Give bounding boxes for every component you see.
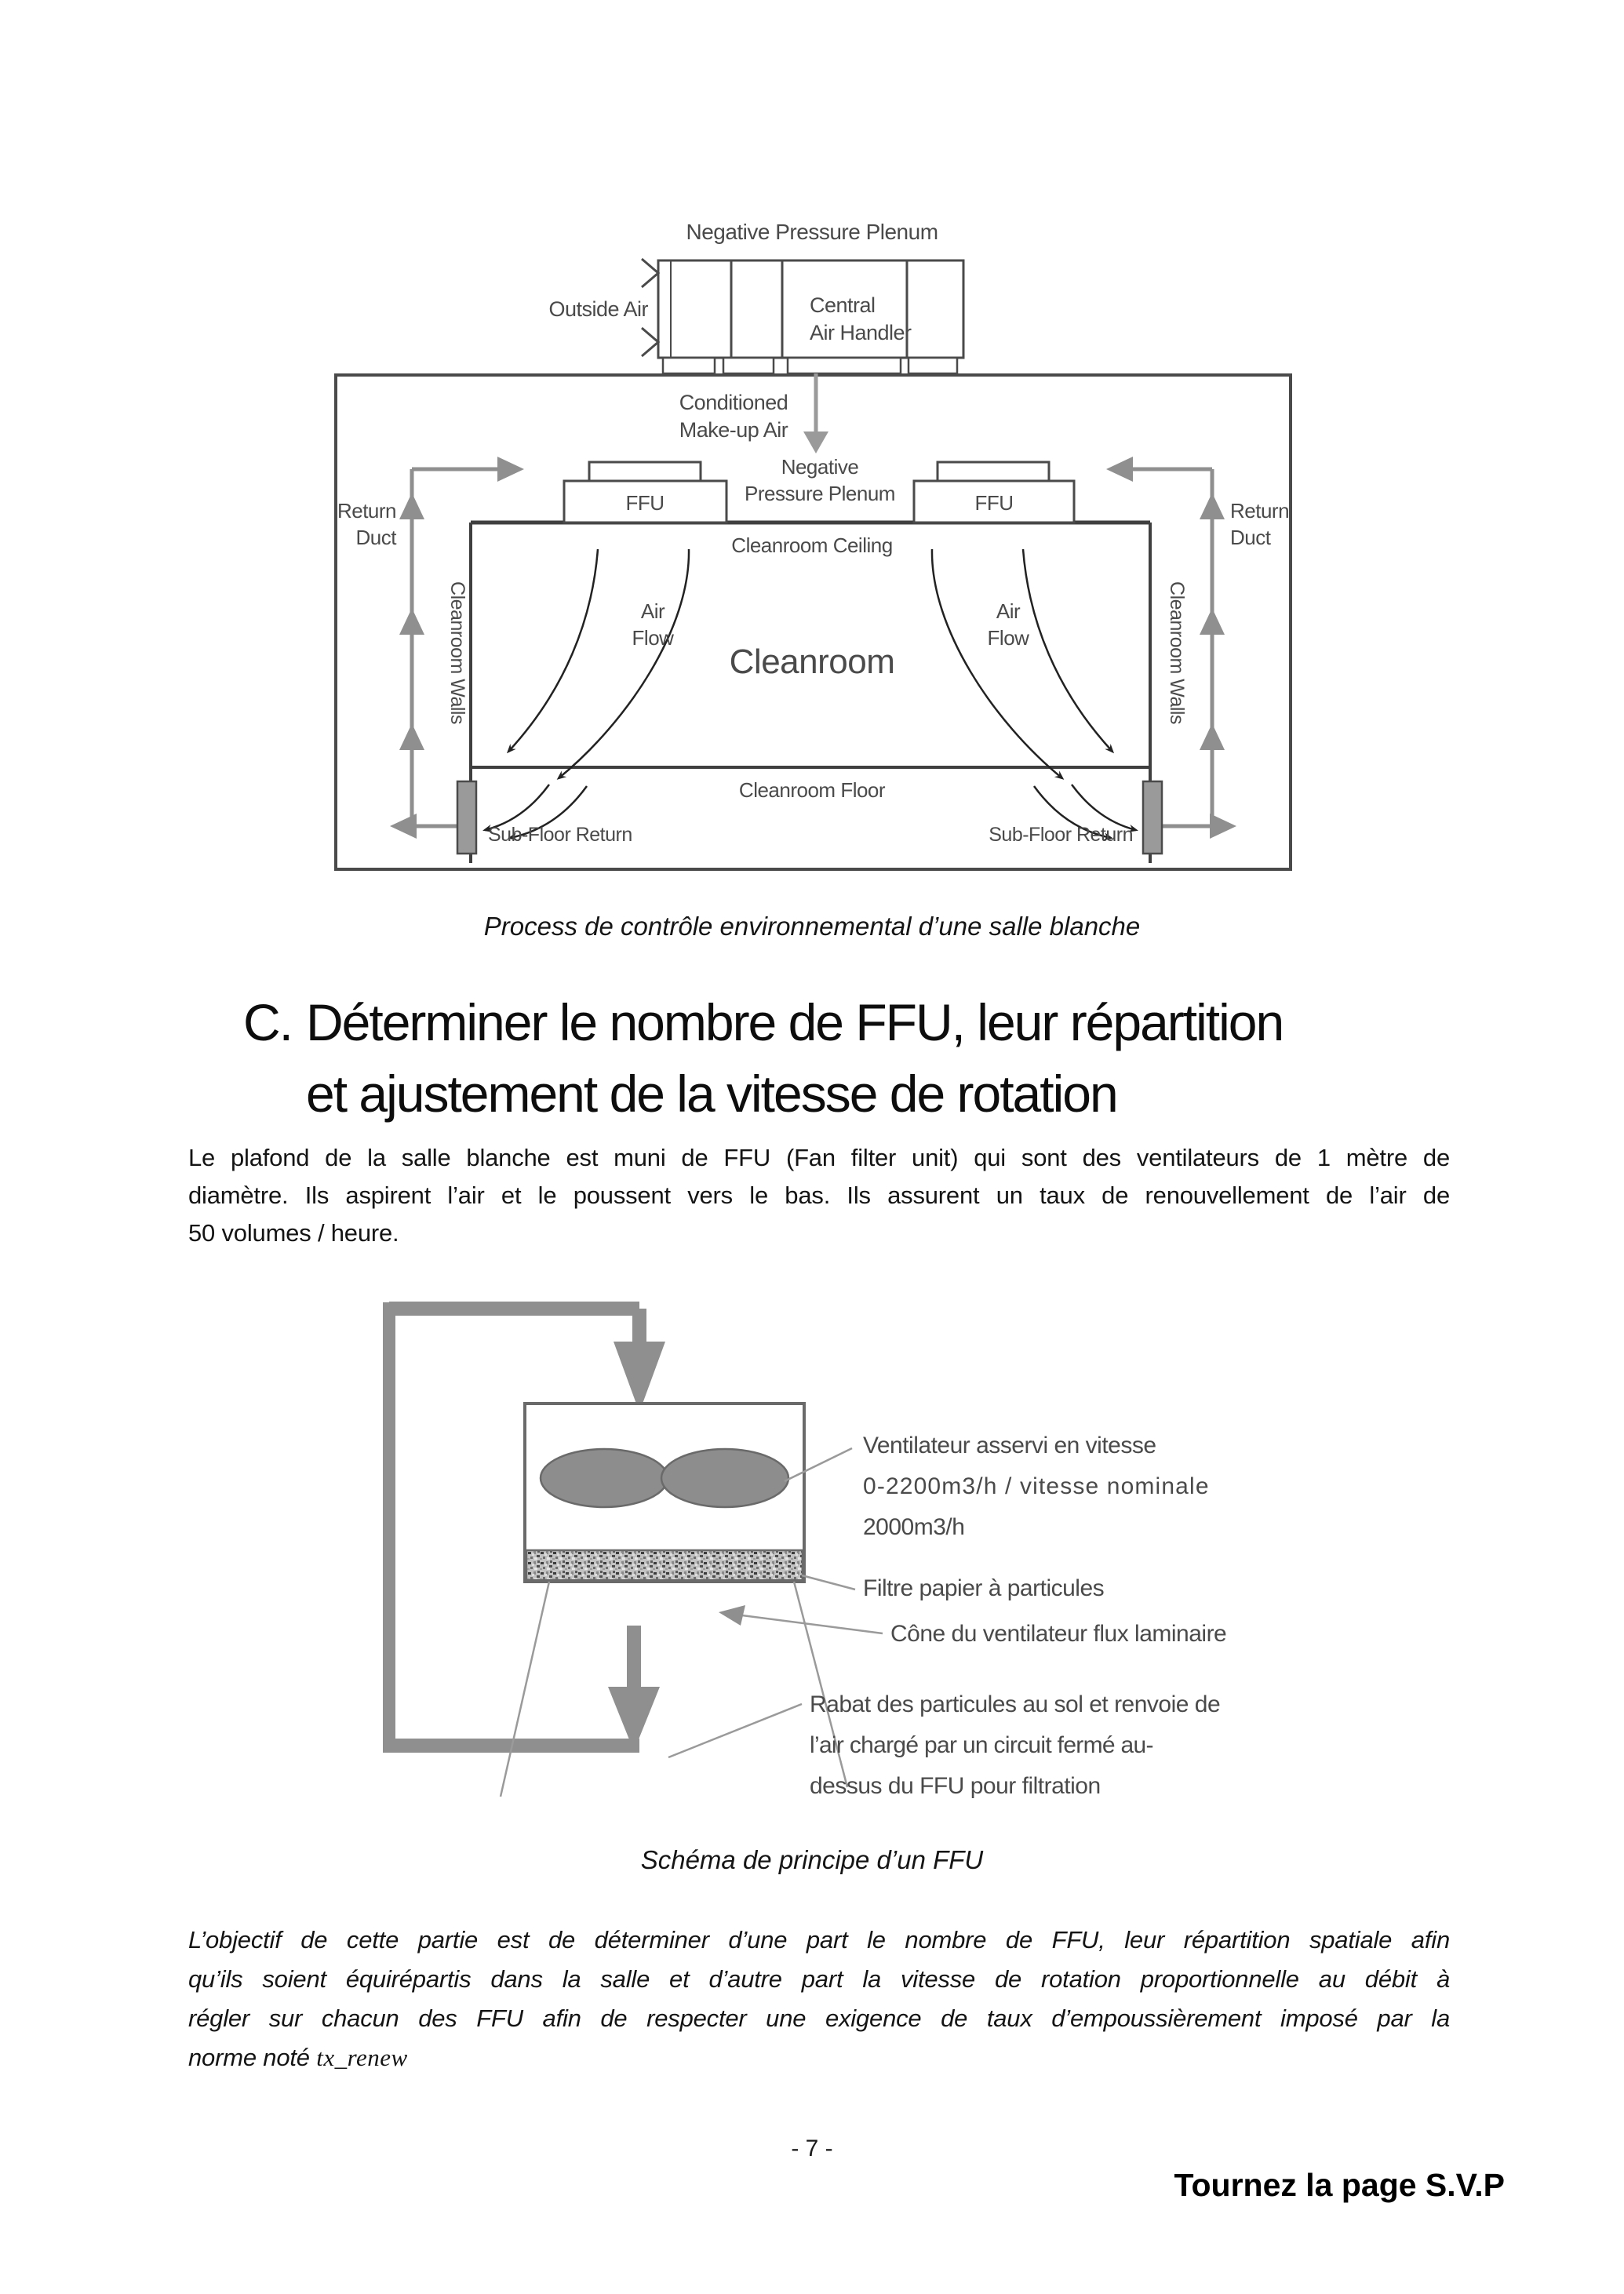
section-heading-text bbox=[306, 987, 1283, 1130]
intro-paragraph-line1: Le plafond de la salle blanche est muni de FFU (Fan filter unit) qui sont des ventilateurs de 1 mètre de bbox=[188, 1144, 1450, 1171]
section-heading-line2: et ajustement de la vitesse de rotation bbox=[306, 1065, 1117, 1123]
return-duct-right-label-line1: Return bbox=[1230, 499, 1290, 523]
cleanroom-floor-label: Cleanroom Floor bbox=[738, 778, 886, 802]
particle-filter-strip bbox=[526, 1550, 803, 1580]
central-air-handler-label-line1: Central bbox=[810, 293, 876, 317]
ffu-right-unit bbox=[914, 462, 1074, 523]
airflow-left-label-line1: Air bbox=[640, 599, 665, 623]
objective-paragraph-line4 bbox=[188, 2038, 1450, 2077]
cleanroom-label: Cleanroom bbox=[729, 643, 895, 681]
fan-blade-right bbox=[661, 1449, 788, 1507]
subfloor-grille-right bbox=[1143, 781, 1162, 854]
cleanroom-walls-left-label: Cleanroom Walls bbox=[446, 581, 468, 724]
airflow-right-label-line1: Air bbox=[996, 599, 1021, 623]
ffu-schematic-figure bbox=[345, 1287, 1240, 1820]
plenum-inner-label-line2: Pressure Plenum bbox=[745, 482, 895, 505]
makeup-air-label-line1: Conditioned bbox=[679, 391, 788, 414]
return-duct-right-label-line2: Duct bbox=[1230, 526, 1271, 549]
fan-label-line3: 2000m3/h bbox=[863, 1514, 965, 1540]
floor-return-down-arrow bbox=[608, 1626, 660, 1751]
fan-label-line1: Ventilateur asservi en vitesse bbox=[863, 1433, 1156, 1458]
central-air-handler-unit bbox=[658, 260, 963, 373]
ffu-right-label: FFU bbox=[974, 491, 1014, 515]
objective-paragraph-line3: régler sur chacun des FFU afin de respecter une exigence de taux d’empoussièrement imposé par la bbox=[188, 2005, 1450, 2032]
section-heading bbox=[243, 987, 1283, 1130]
makeup-air-label-line2: Make-up Air bbox=[679, 418, 788, 442]
section-heading-marker: C. bbox=[243, 993, 292, 1051]
makeup-air-down-arrow bbox=[803, 373, 828, 453]
section-heading-line1: Déterminer le nombre de FFU, leur répartition bbox=[306, 993, 1284, 1051]
figure2-caption: Schéma de principe d’un FFU bbox=[640, 1845, 984, 1874]
rabat-label-line3: dessus du FFU pour filtration bbox=[810, 1773, 1101, 1799]
cleanroom-ceiling-label: Cleanroom Ceiling bbox=[731, 533, 893, 557]
subfloor-grille-left bbox=[457, 781, 476, 854]
intro-paragraph-line3: 50 volumes / heure. bbox=[188, 1219, 399, 1247]
turn-page-note: Tournez la page S.V.P bbox=[1174, 2167, 1505, 2203]
central-air-handler-label-line2: Air Handler bbox=[810, 321, 912, 344]
plenum-inner-label-line1: Negative bbox=[781, 455, 859, 479]
duct-inlet-down-arrow bbox=[614, 1309, 665, 1412]
ffu-left-label: FFU bbox=[625, 491, 665, 515]
intro-paragraph-line2: diamètre. Ils aspirent l’air et le poussent vers le bas. Ils assurent un taux de renouvellement de l’air de bbox=[188, 1182, 1450, 1209]
tx-renew-variable: tx_renew bbox=[316, 2044, 408, 2071]
cleanroom-walls-right-label: Cleanroom Walls bbox=[1166, 581, 1188, 724]
fan-label-line2: 0-2200m3/h / vitesse nominale bbox=[863, 1473, 1208, 1499]
rabat-label-line2: l’air chargé par un circuit fermé au- bbox=[810, 1732, 1153, 1758]
rabat-label-line1: Rabat des particules au sol et renvoie de bbox=[810, 1691, 1221, 1717]
filter-label: Filtre papier à particules bbox=[863, 1575, 1105, 1601]
objective-paragraph-line1: L’objectif de cette partie est de déterminer d’une part le nombre de FFU, leur répartition spatiale afin bbox=[188, 1926, 1450, 1954]
subfloor-return-right-label: Sub-Floor Return bbox=[989, 824, 1133, 846]
cone-label: Cône du ventilateur flux laminaire bbox=[890, 1621, 1227, 1647]
subfloor-return-left-label: Sub-Floor Return bbox=[488, 824, 632, 846]
cone-pointer-arrowhead bbox=[719, 1605, 745, 1626]
laminar-cone-lines bbox=[501, 1582, 847, 1797]
page-number: - 7 - bbox=[791, 2136, 833, 2161]
ffu-housing bbox=[525, 1404, 804, 1582]
intro-paragraph bbox=[188, 1139, 1450, 1252]
figure1-caption: Process de contrôle environnemental d’une salle blanche bbox=[483, 912, 1141, 941]
return-duct-left-label-line1: Return bbox=[337, 499, 396, 523]
airflow-left-label-line2: Flow bbox=[632, 626, 674, 650]
fan-blade-left bbox=[541, 1449, 668, 1507]
objective-paragraph-line4-text: norme noté bbox=[188, 2044, 317, 2071]
airflow-right-label-line2: Flow bbox=[987, 626, 1029, 650]
objective-paragraph bbox=[188, 1921, 1450, 2077]
cleanroom-process-figure bbox=[330, 220, 1302, 879]
return-duct-left-label-line2: Duct bbox=[355, 526, 396, 549]
cleanroom-structure bbox=[471, 523, 1150, 863]
outside-air-label: Outside Air bbox=[548, 297, 648, 321]
negative-pressure-plenum-top-label: Negative Pressure Plenum bbox=[686, 220, 938, 244]
objective-paragraph-line2: qu’ils soient équirépartis dans la salle et d’autre part la vitesse de rotation proportionnelle au débit à bbox=[188, 1965, 1450, 1993]
ffu-left-unit bbox=[564, 462, 726, 523]
